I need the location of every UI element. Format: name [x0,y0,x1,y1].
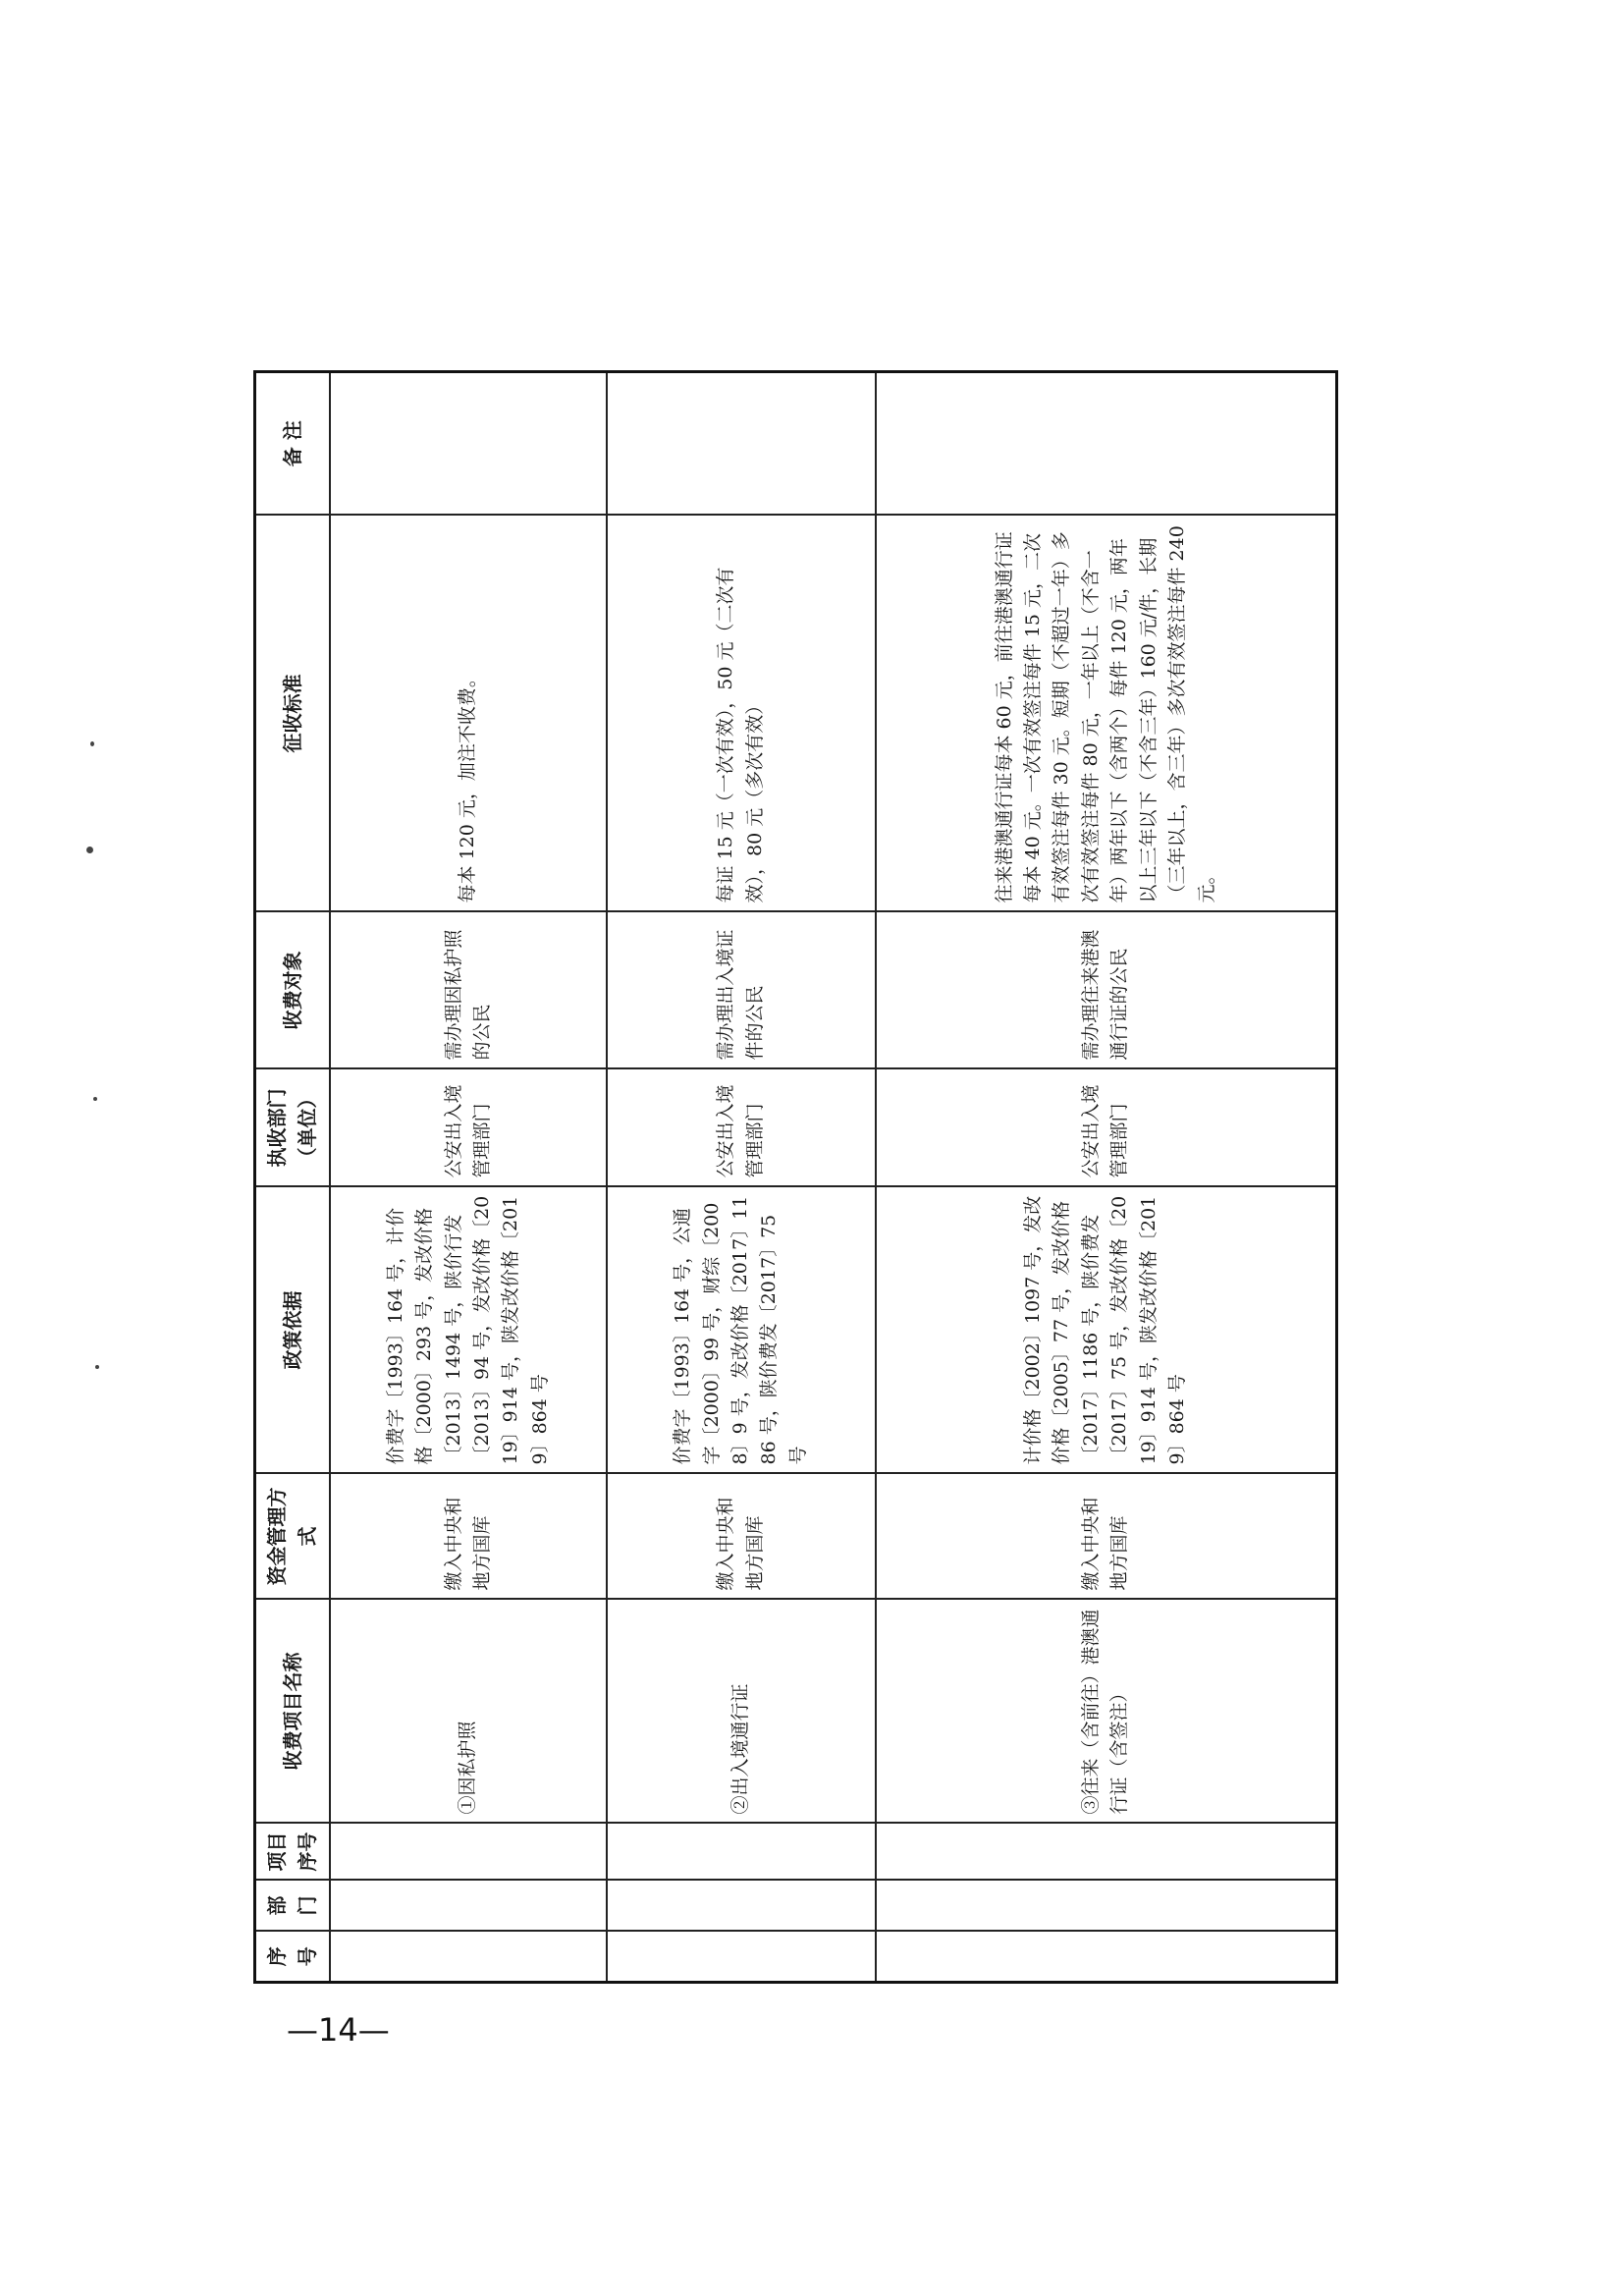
header-target: 收费对象 [255,912,331,1069]
header-dept: 部门 [255,1881,331,1932]
header-remarks: 备 注 [255,372,331,516]
header-exec-dept: 执收部门（单位） [255,1069,331,1187]
cell-seq [607,1932,876,1983]
cell-fund-mgmt: 缴入中央和地方国库 [607,1474,876,1600]
fee-table [253,370,1338,1984]
table-header-row [255,372,331,1983]
cell-policy: 价费字〔1993〕164 号，公通字〔2000〕99 号，财综〔2008〕9 号，发改价格〔2017〕1186 号，陕价费发〔2017〕75 号 [607,1187,876,1474]
scan-speck [93,1097,97,1101]
cell-exec-dept: 公安出入境管理部门 [330,1069,607,1187]
table-row [330,372,607,1983]
cell-seq [876,1932,1337,1983]
header-item-seq: 项目序号 [255,1824,331,1881]
cell-standard: 每证 15 元（一次有效），50 元（二次有效），80 元（多次有效） [607,516,876,912]
cell-item-seq [876,1824,1337,1881]
header-fund-mgmt: 资金管理方式 [255,1474,331,1600]
cell-fund-mgmt: 缴入中央和地方国库 [876,1474,1337,1600]
cell-remarks [607,372,876,516]
table-row [876,372,1337,1983]
cell-dept [876,1881,1337,1932]
header-standard: 征收标准 [255,516,331,912]
cell-standard: 每本 120 元，加注不收费。 [330,516,607,912]
cell-target: 需办理往来港澳通行证的公民 [876,912,1337,1069]
scan-speck [86,847,93,853]
cell-exec-dept: 公安出入境管理部门 [607,1069,876,1187]
cell-item-name: ②出入境通行证 [607,1600,876,1824]
cell-dept [330,1881,607,1932]
scan-speck [90,741,94,746]
cell-policy: 计价格〔2002〕1097 号，发改价格〔2005〕77 号，发改价格〔2017〕1186 号，陕价费发〔2017〕75 号，发改价格〔2019〕914 号，陕发改价格〔2019〕864 号 [876,1187,1337,1474]
cell-target: 需办理因私护照的公民 [330,912,607,1069]
cell-item-seq [330,1824,607,1881]
header-policy: 政策依据 [255,1187,331,1474]
cell-remarks [876,372,1337,516]
cell-fund-mgmt: 缴入中央和地方国库 [330,1474,607,1600]
cell-item-seq [607,1824,876,1881]
header-seq: 序号 [255,1932,331,1983]
cell-remarks [330,372,607,516]
cell-target: 需办理出入境证件的公民 [607,912,876,1069]
page-number: —14— [287,2011,390,2049]
cell-standard: 往来港澳通行证每本 60 元，前往港澳通行证每本 40 元。一次有效签注每件 15 元，二次有效签注每件 30 元。短期（不超过一年）多次有效签注每件 80 元，一年以上（不含一年）两年以下（含两个）每件 120 元，两年以上三年以下（不含三年）160 元/件，长期（三年以上，含三年）多次有效签注每件 240 元。 [876,516,1337,912]
cell-exec-dept: 公安出入境管理部门 [876,1069,1337,1187]
cell-dept [607,1881,876,1932]
cell-seq [330,1932,607,1983]
cell-item-name: ③往来（含前往）港澳通行证（含签注） [876,1600,1337,1824]
scan-speck [95,1365,99,1369]
rotated-table-container [253,373,1338,1984]
header-item-name: 收费项目名称 [255,1600,331,1824]
cell-item-name: ①因私护照 [330,1600,607,1824]
table-row [607,372,876,1983]
cell-policy: 价费字〔1993〕164 号，计价格〔2000〕293 号，发改价格〔2013〕1494 号，陕价行发〔2013〕94 号，发改价格〔2019〕914 号，陕发改价格〔2019〕864 号 [330,1187,607,1474]
